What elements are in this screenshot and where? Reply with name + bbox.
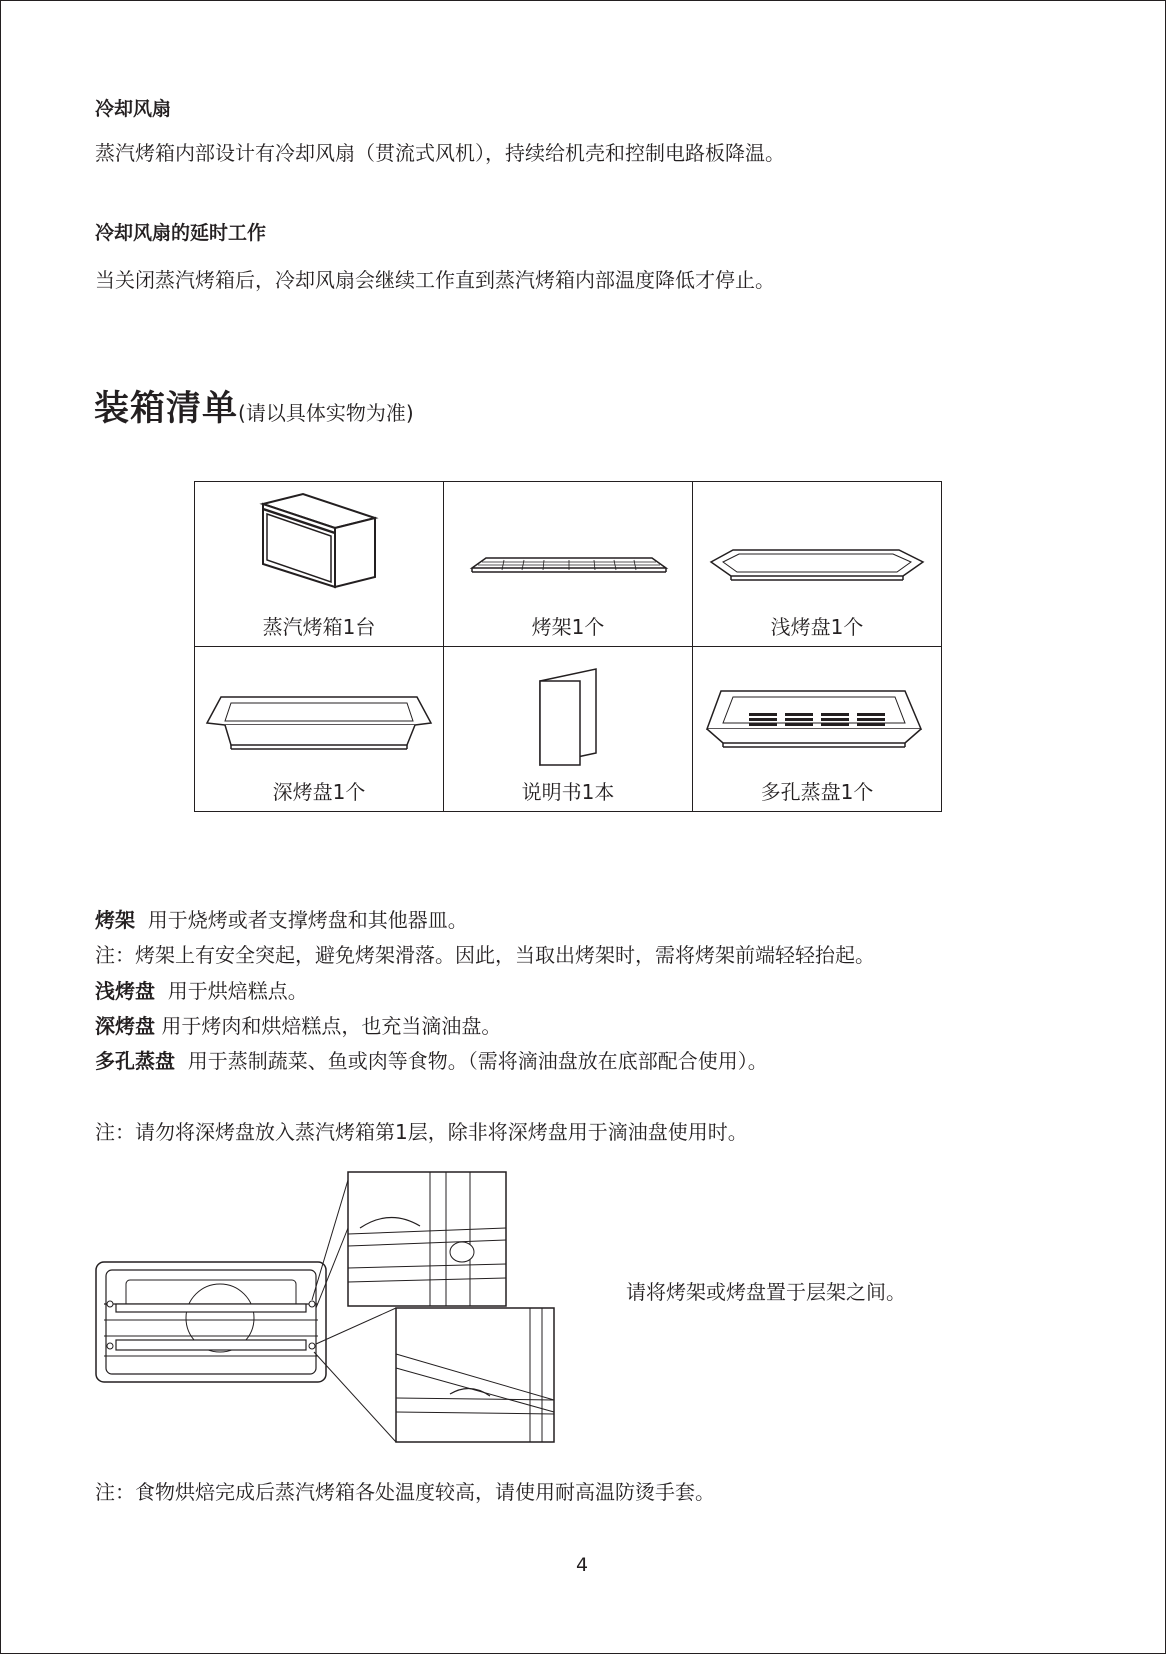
packing-item	[444, 647, 693, 812]
shallow-description	[95, 975, 308, 1004]
packing-title-text: 装箱清单	[94, 389, 239, 429]
steam-tray-term: 多孔蒸盘	[95, 1049, 175, 1073]
rack-text: 用于烧烤或者支撑烤盘和其他器皿。	[147, 908, 468, 932]
deep-term: 深烤盘	[95, 1014, 155, 1038]
shelf-diagram	[90, 1168, 570, 1448]
packing-title	[94, 381, 414, 431]
shallow-text: 用于烘焙糕点。	[167, 979, 308, 1003]
steam-tray-text: 用于蒸制蔬菜、鱼或肉等食物。（需将滴油盘放在底部配合使用）。	[187, 1049, 768, 1073]
packing-item	[195, 647, 444, 812]
fan-delay-heading: 冷却风扇的延时工作	[95, 222, 267, 244]
page-number: 4	[576, 1554, 589, 1576]
packing-item	[444, 482, 693, 647]
deep-description	[95, 1010, 501, 1039]
packing-subtitle: (请以具体实物为准)	[238, 401, 414, 425]
packing-item	[693, 647, 942, 812]
packing-item-label: 蒸汽烤箱1台	[262, 615, 376, 639]
deep-text: 用于烤肉和烘焙糕点，也充当滴油盘。	[161, 1014, 502, 1038]
packing-item-label: 浅烤盘1个	[770, 615, 864, 639]
rack-description	[95, 904, 468, 933]
rack-note: 注：烤架上有安全突起，避免烤架滑落。因此，当取出烤架时，需将烤架前端轻轻抬起。	[95, 943, 875, 967]
packing-item-label: 说明书1本	[521, 780, 615, 804]
steam-tray-description	[95, 1045, 768, 1074]
fan-text: 蒸汽烤箱内部设计有冷却风扇（贯流式风机），持续给机壳和控制电路板降温。	[95, 141, 785, 165]
rack-term: 烤架	[95, 908, 135, 932]
packing-item-label: 深烤盘1个	[272, 780, 366, 804]
packing-list-table	[194, 481, 942, 812]
packing-item-label: 烤架1个	[531, 615, 605, 639]
deep-tray-note: 注：请勿将深烤盘放入蒸汽烤箱第1层，除非将深烤盘用于滴油盘使用时。	[95, 1120, 748, 1144]
fan-delay-text: 当关闭蒸汽烤箱后，冷却风扇会继续工作直到蒸汽烤箱内部温度降低才停止。	[95, 268, 775, 292]
packing-item-label: 多孔蒸盘1个	[760, 780, 874, 804]
fan-heading: 冷却风扇	[95, 98, 172, 120]
packing-item	[195, 482, 444, 647]
packing-item	[693, 482, 942, 647]
shelf-caption: 请将烤架或烤盘置于层架之间。	[626, 1280, 906, 1304]
shallow-term: 浅烤盘	[95, 979, 155, 1003]
gloves-note: 注：食物烘焙完成后蒸汽烤箱各处温度较高，请使用耐高温防烫手套。	[95, 1480, 715, 1504]
